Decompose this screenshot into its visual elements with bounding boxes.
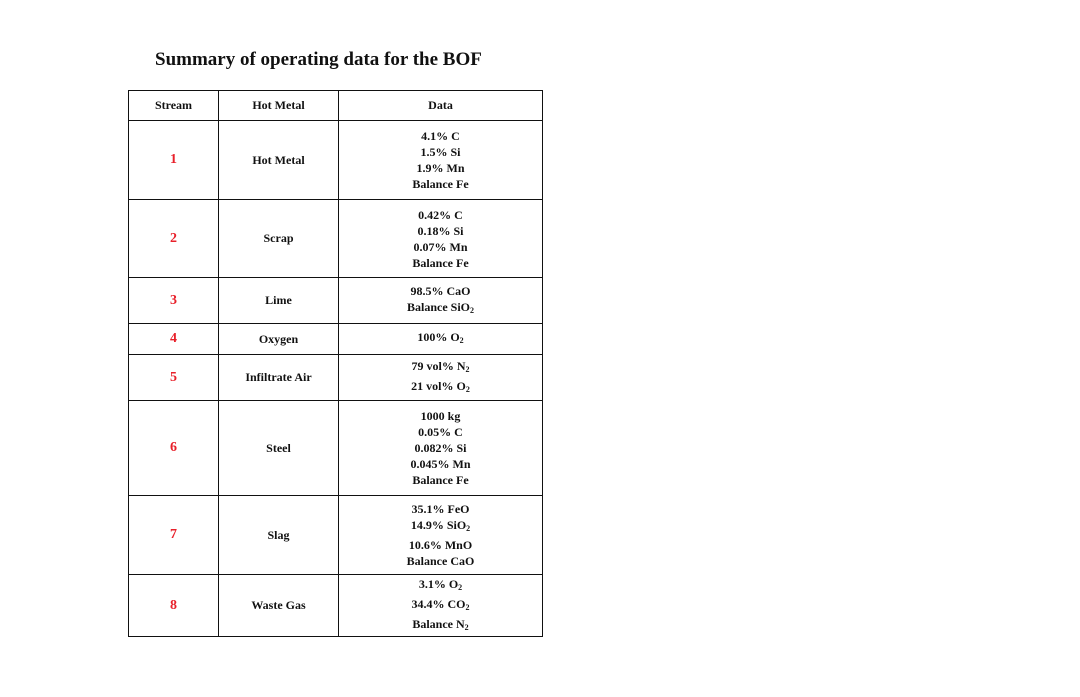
data-line: 1000 kg (420, 409, 461, 423)
stream-number: 2 (170, 230, 177, 246)
data-line: 10.6% MnO (408, 538, 473, 552)
stream-data-cell (339, 575, 543, 637)
data-line: 34.4% $CO_2$ (411, 596, 470, 612)
data-line: 35.1% FeO (411, 502, 470, 516)
stream-number: 6 (170, 440, 177, 455)
stream-number-cell (129, 401, 219, 496)
data-line: 1.5% Si (420, 145, 461, 159)
stream-number-cell (129, 324, 219, 355)
stream-number-cell (129, 575, 219, 637)
data-line: Balance Fe (412, 473, 469, 487)
page-title: Summary of operating data for the BOF (155, 49, 482, 70)
stream-number: 4 (170, 331, 177, 346)
data-line: 0.07% Mn (413, 239, 468, 254)
data-line: 4.1% C (421, 129, 460, 143)
data-line: 0.082% Si (414, 441, 467, 455)
data-line: Balance Fe (412, 177, 469, 191)
table-row (129, 200, 543, 278)
stream-name: Infiltrate Air (219, 355, 339, 401)
stream-data-cell (339, 200, 543, 278)
stream-name: Oxygen (219, 324, 339, 355)
stream-data-cell (339, 355, 543, 401)
stream-number-cell (129, 355, 219, 401)
data-line: 21 vol% $O_2$ (411, 378, 470, 394)
data-line: 14.9% SiO$_2$ (410, 518, 471, 533)
stream-data-cell (339, 121, 543, 200)
stream-name: Hot Metal (219, 121, 339, 200)
stream-name: Waste Gas (219, 575, 339, 637)
table-row (129, 401, 543, 496)
stream-number: 8 (170, 597, 177, 613)
stream-name: Steel (219, 401, 339, 496)
data-line: Balance SiO$_2$ (406, 299, 474, 315)
stream-data-cell (339, 401, 543, 496)
data-line: 1.9% Mn (416, 161, 465, 175)
stream-number-cell (129, 121, 219, 200)
table-row (129, 496, 543, 575)
data-line: Balance CaO (406, 554, 475, 568)
stream-number: 3 (170, 292, 177, 308)
operating-data-table (128, 90, 543, 637)
stream-data-cell (339, 324, 543, 355)
data-line: Balance Fe (412, 255, 469, 270)
data-line: 3.1% $O_2$ (418, 576, 463, 592)
stream-number-cell (129, 496, 219, 575)
stream-data-cell (339, 278, 543, 324)
stream-name: Slag (219, 496, 339, 575)
table-body (129, 121, 543, 637)
data-line: 100% $O_2$ (417, 330, 464, 345)
stream-number: 5 (170, 369, 177, 385)
data-line: 98.5% CaO (410, 283, 471, 298)
table-row (129, 355, 543, 401)
stream-number-cell (129, 278, 219, 324)
data-line: Balance $N_2$ (412, 616, 469, 632)
header-stream: Stream (129, 91, 219, 121)
data-line: 0.18% Si (417, 223, 464, 238)
stream-number: 1 (170, 152, 177, 167)
stream-number-cell (129, 200, 219, 278)
data-line: 0.05% C (418, 425, 463, 439)
table-row (129, 278, 543, 324)
header-data: Data (339, 91, 543, 121)
data-line: 79 vol% $N_2$ (411, 358, 470, 374)
stream-number: 7 (170, 527, 177, 542)
data-line: 0.42% C (418, 207, 463, 222)
table-header-row (129, 91, 543, 121)
table-row (129, 575, 543, 637)
table-row (129, 121, 543, 200)
header-hot-metal: Hot Metal (219, 91, 339, 121)
table-row (129, 324, 543, 355)
stream-data-cell (339, 496, 543, 575)
stream-name: Lime (219, 278, 339, 324)
stream-name: Scrap (219, 200, 339, 278)
data-line: 0.045% Mn (410, 457, 471, 471)
